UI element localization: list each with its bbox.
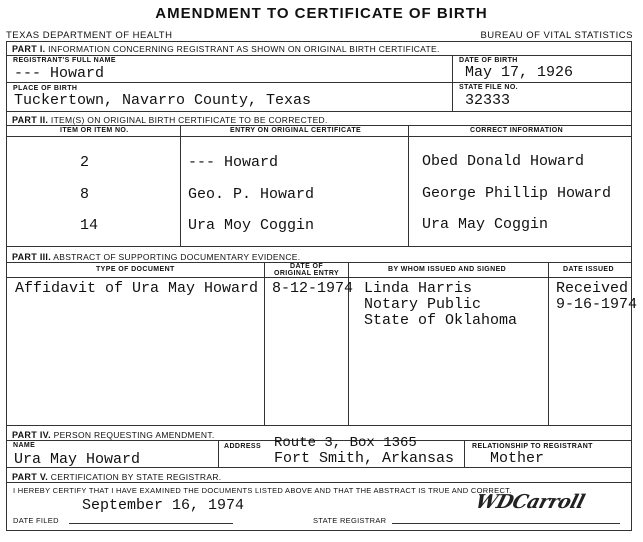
date-of-birth-label: DATE OF BIRTH	[459, 57, 518, 64]
certification-statement: I HEREBY CERTIFY THAT I HAVE EXAMINED THE DOCUMENTS LISTED ABOVE AND THAT THE ABSTRACT IS TRUE AND CORRECT.	[13, 486, 512, 495]
table-row-correct: George Phillip Howard	[422, 185, 612, 202]
issuer-title: Notary Public	[364, 296, 482, 313]
date-issued-column-header: DATE ISSUED	[563, 266, 614, 273]
item-no-column-header: ITEM OR ITEM NO.	[60, 127, 129, 134]
issued-by-column-header: BY WHOM ISSUED AND SIGNED	[388, 266, 507, 273]
relationship-label: RELATIONSHIP TO REGISTRANT	[472, 443, 593, 450]
part2-heading: PART II. ITEM(S) ON ORIGINAL BIRTH CERTIFICATE TO BE CORRECTED.	[12, 115, 328, 125]
address-line1: Route 3, Box 1365	[274, 435, 417, 451]
registrar-signature: WDCarroll	[473, 491, 587, 513]
table-row-entry: Ura Moy Coggin	[188, 217, 315, 234]
requester-name-label: NAME	[13, 442, 36, 449]
table-row-entry: --- Howard	[188, 154, 279, 171]
table-row-item: 2	[80, 154, 90, 171]
address-label: ADDRESS	[224, 443, 262, 450]
entry-column-header: ENTRY ON ORIGINAL CERTIFICATE	[230, 127, 362, 134]
part3-heading: PART III. ABSTRACT OF SUPPORTING DOCUMENTARY EVIDENCE.	[12, 252, 301, 262]
date-filed-value: September 16, 1974	[82, 497, 245, 514]
table-row-correct: Obed Donald Howard	[422, 153, 585, 170]
original-date-column-header-line2: ORIGINAL ENTRY	[274, 270, 340, 277]
original-entry-date-value: 8-12-1974	[272, 280, 354, 297]
part5-heading: PART V. CERTIFICATION BY STATE REGISTRAR.	[12, 472, 222, 482]
bureau-name: BUREAU OF VITAL STATISTICS	[480, 30, 633, 41]
date-filed-label: DATE FILED	[13, 516, 59, 525]
table-row-item: 14	[80, 217, 99, 234]
date-issued-value: 9-16-1974	[556, 296, 638, 313]
place-of-birth-value: Tuckertown, Navarro County, Texas	[14, 92, 312, 109]
registrant-name-value: --- Howard	[14, 65, 105, 82]
issuer-state: State of Oklahoma	[364, 312, 518, 329]
document-title: AMENDMENT TO CERTIFICATE OF BIRTH	[155, 5, 488, 22]
correct-info-column-header: CORRECT INFORMATION	[470, 127, 564, 134]
document-type-value: Affidavit of Ura May Howard	[15, 280, 259, 297]
issuer-name: Linda Harris	[364, 280, 473, 297]
address-line2: Fort Smith, Arkansas	[274, 450, 455, 467]
table-row-correct: Ura May Coggin	[422, 216, 549, 233]
state-file-no-value: 32333	[465, 92, 511, 109]
table-row-item: 8	[80, 186, 90, 203]
place-of-birth-label: PLACE OF BIRTH	[13, 85, 78, 92]
state-file-no-label: STATE FILE NO.	[459, 84, 519, 91]
date-issued-status: Received	[556, 280, 629, 297]
state-registrar-label: STATE REGISTRAR	[313, 516, 387, 525]
relationship-value: Mother	[490, 450, 545, 467]
date-of-birth-value: May 17, 1926	[465, 64, 574, 81]
part4-heading: PART IV. PERSON REQUESTING AMENDMENT.	[12, 430, 215, 440]
original-date-column-header-line1: DATE OF	[290, 263, 324, 270]
requester-name-value: Ura May Howard	[14, 451, 141, 468]
part1-heading: PART I. INFORMATION CONCERNING REGISTRANT AS SHOWN ON ORIGINAL BIRTH CERTIFICATE.	[12, 44, 440, 54]
document-type-column-header: TYPE OF DOCUMENT	[96, 266, 175, 273]
registrant-name-label: REGISTRANT'S FULL NAME	[13, 57, 116, 64]
agency-name: TEXAS DEPARTMENT OF HEALTH	[6, 30, 173, 41]
table-row-entry: Geo. P. Howard	[188, 186, 315, 203]
